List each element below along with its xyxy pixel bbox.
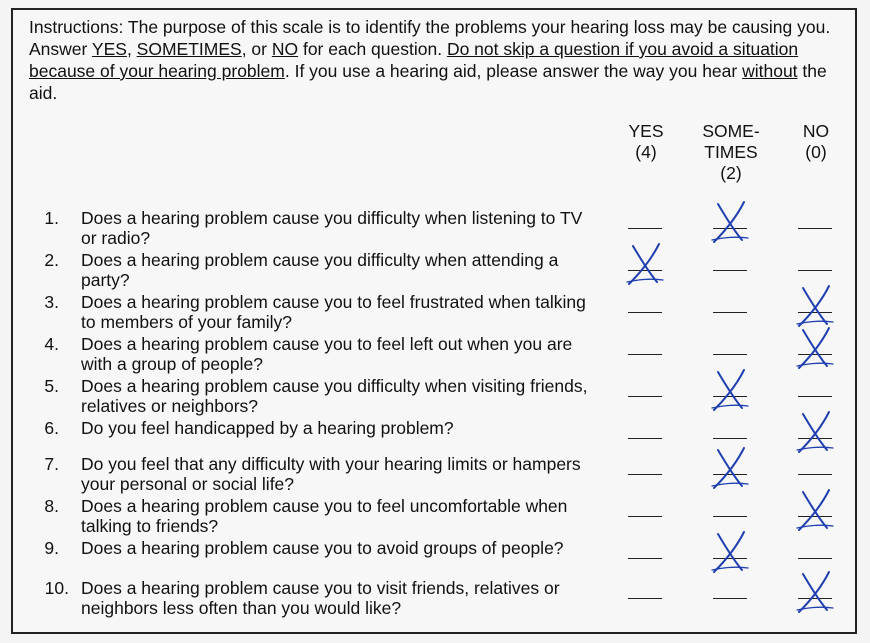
answer-blank-no[interactable]	[798, 270, 832, 271]
instructions-no: NO	[271, 39, 299, 59]
x-mark-icon	[708, 368, 752, 412]
answer-blank-yes[interactable]	[628, 516, 662, 517]
instructions-sometimes: SOMETIMES	[136, 39, 242, 59]
handwritten-x-mark	[793, 284, 837, 328]
x-mark-icon	[708, 446, 752, 490]
handwritten-x-mark	[793, 410, 837, 454]
answer-blank-no[interactable]	[798, 396, 832, 397]
question-number: 8.	[44, 496, 59, 516]
instructions-yes: YES	[91, 39, 127, 59]
answer-blank-yes[interactable]	[628, 474, 662, 475]
handwritten-x-mark	[708, 530, 752, 574]
answer-blank-sometimes[interactable]	[713, 354, 747, 355]
question-text: Does a hearing problem cause you to avoid groups of people?	[81, 538, 564, 558]
instructions-text: the aid.	[29, 61, 827, 103]
question-text: Do you feel that any difficulty with your hearing limits or hampers your personal or social life?	[81, 454, 581, 494]
x-mark-icon	[793, 570, 837, 614]
answer-blank-yes[interactable]	[628, 598, 662, 599]
answer-blank-no[interactable]	[798, 474, 832, 475]
question-text: Does a hearing problem cause you difficulty when listening to TV or radio?	[81, 208, 583, 248]
answer-blank-sometimes[interactable]	[713, 438, 747, 439]
column-header-score: (2)	[720, 163, 742, 183]
answer-blank-sometimes[interactable]	[713, 516, 747, 517]
answer-blank-yes[interactable]	[628, 438, 662, 439]
question-number: 10.	[44, 578, 69, 598]
handwritten-x-mark	[793, 488, 837, 532]
x-mark-icon	[708, 200, 752, 244]
handwritten-x-mark	[793, 326, 837, 370]
instructions	[29, 16, 849, 104]
x-mark-icon	[708, 530, 752, 574]
question-number: 7.	[44, 454, 59, 474]
answer-blank-yes[interactable]	[628, 558, 662, 559]
column-header-score: (4)	[635, 142, 657, 162]
question-text: Do you feel handicapped by a hearing problem?	[81, 418, 454, 438]
question-number: 3.	[44, 292, 59, 312]
x-mark-icon	[793, 410, 837, 454]
instructions-text: Instructions: The purpose of this scale is to identify the problems your hearing loss may be causing you. Answer	[29, 17, 831, 59]
question-text: Does a hearing problem cause you to feel left out when you are with a group of people?	[81, 334, 573, 374]
column-header-label: SOME-	[702, 121, 760, 141]
answer-blank-yes[interactable]	[628, 354, 662, 355]
answer-blank-sometimes[interactable]	[713, 270, 747, 271]
column-header-label: TIMES	[704, 142, 758, 162]
instructions-without: without	[742, 61, 798, 81]
instructions-text: for each question.	[298, 39, 447, 59]
answer-blank-sometimes[interactable]	[713, 598, 747, 599]
question-number: 2.	[44, 250, 59, 270]
handwritten-x-mark	[708, 200, 752, 244]
handwritten-x-mark	[623, 242, 667, 286]
x-mark-icon	[793, 284, 837, 328]
questionnaire-frame	[11, 8, 857, 634]
question-number: 4.	[44, 334, 59, 354]
answer-blank-no[interactable]	[798, 558, 832, 559]
instructions-sep: ,	[126, 39, 137, 59]
question-number: 9.	[44, 538, 59, 558]
question-number: 1.	[44, 208, 59, 228]
column-header-score: (0)	[805, 142, 827, 162]
question-number: 5.	[44, 376, 59, 396]
question-text: Does a hearing problem cause you to visit friends, relatives or neighbors less often than you would like?	[81, 578, 560, 618]
question-text: Does a hearing problem cause you to feel frustrated when talking to members of your family?	[81, 292, 586, 332]
answer-blank-no[interactable]	[798, 228, 832, 229]
answer-blank-yes[interactable]	[628, 228, 662, 229]
instructions-do-not-skip: Do not skip a question if you avoid a situation because of your hearing problem	[29, 39, 799, 81]
question-text: Does a hearing problem cause you to feel uncomfortable when talking to friends?	[81, 496, 568, 536]
answer-blank-yes[interactable]	[628, 312, 662, 313]
instructions-sep: , or	[241, 39, 272, 59]
question-number: 6.	[44, 418, 59, 438]
answer-blank-yes[interactable]	[628, 396, 662, 397]
column-header-no	[761, 121, 870, 163]
handwritten-x-mark	[708, 446, 752, 490]
column-header-label: NO	[802, 121, 830, 141]
question-text: Does a hearing problem cause you difficulty when visiting friends, relatives or neighbors?	[81, 376, 588, 416]
x-mark-icon	[623, 242, 667, 286]
x-mark-icon	[793, 488, 837, 532]
handwritten-x-mark	[793, 570, 837, 614]
handwritten-x-mark	[708, 368, 752, 412]
column-header-label: YES	[628, 121, 664, 141]
x-mark-icon	[793, 326, 837, 370]
instructions-text: . If you use a hearing aid, please answer the way you hear	[284, 61, 743, 81]
answer-blank-sometimes[interactable]	[713, 312, 747, 313]
question-text: Does a hearing problem cause you difficulty when attending a party?	[81, 250, 559, 290]
